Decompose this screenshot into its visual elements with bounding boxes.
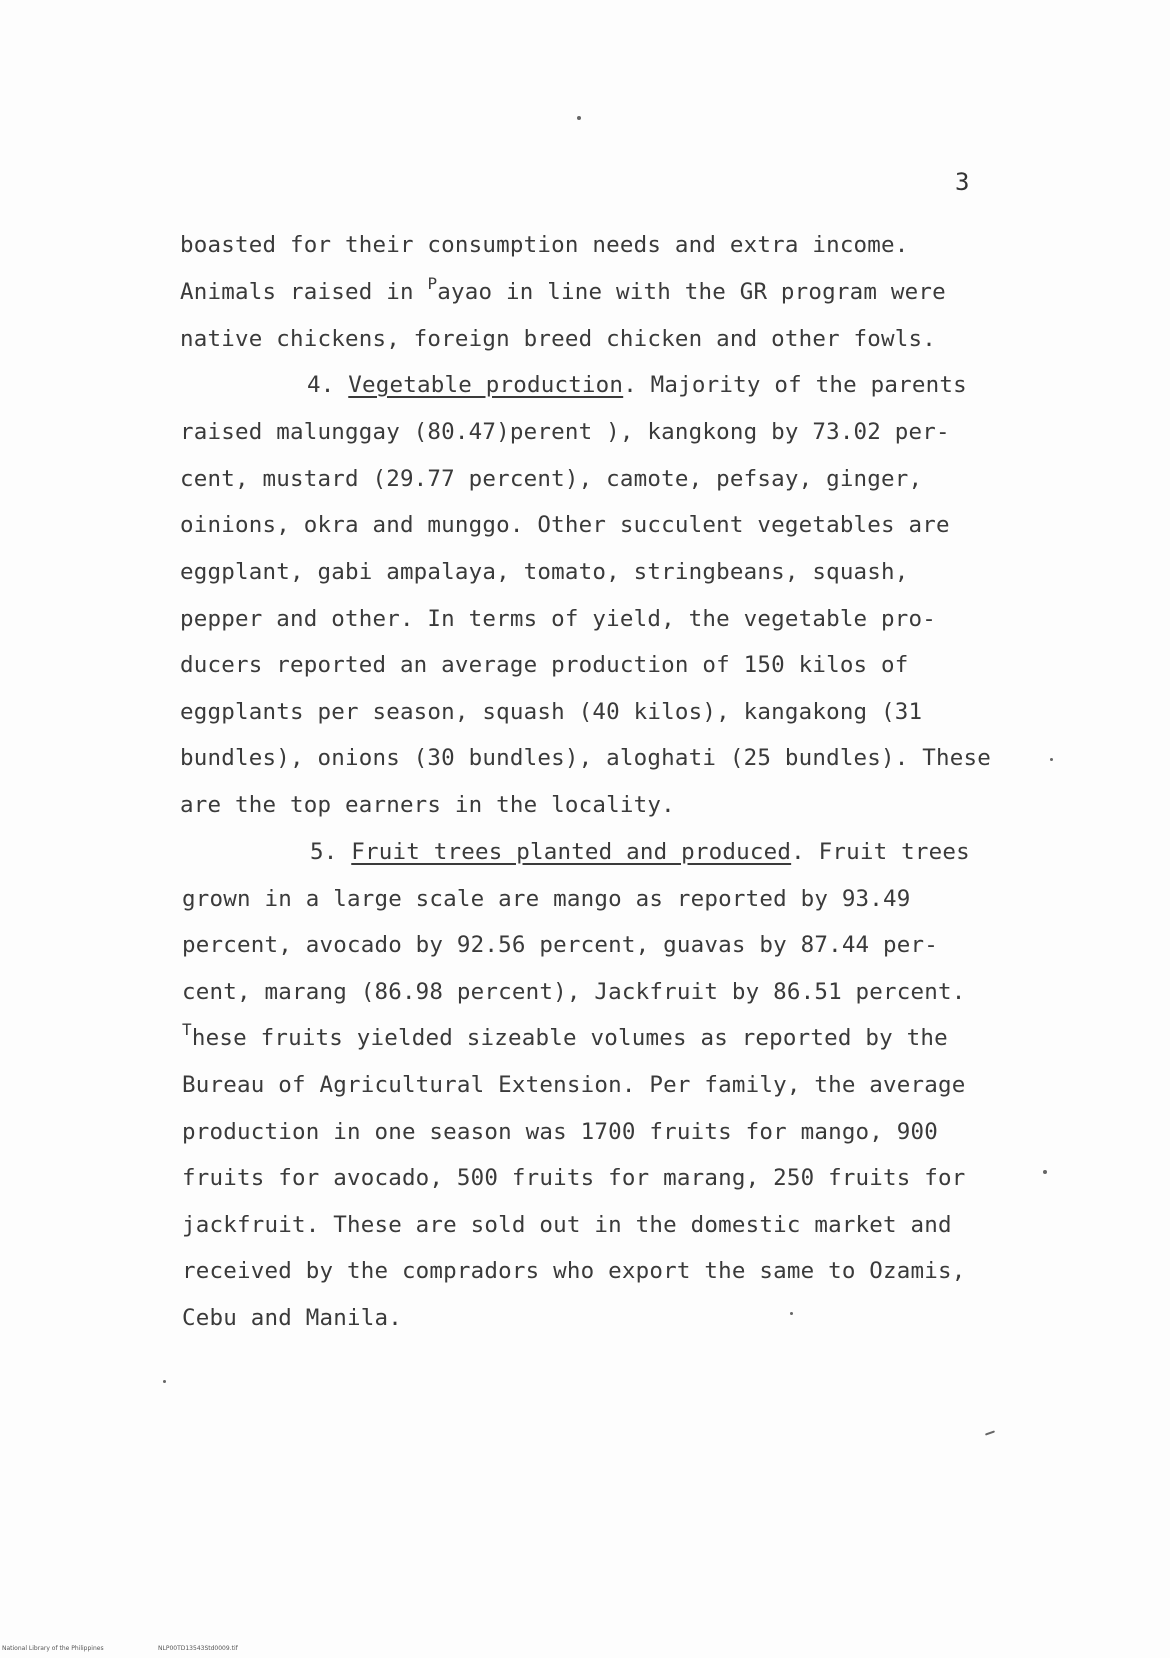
text-line-7: oinions, okra and munggo. Other succulent vegetables are [180,512,950,538]
text-line-5: raised malunggay (80.47)perent ), kangkong by 73.02 per- [180,419,950,445]
text-line-23: received by the compradors who export the same to Ozamis, [182,1258,966,1284]
scan-speck [1043,1170,1047,1174]
page-number: 3 [955,168,970,196]
scan-speck [163,1380,166,1383]
text-line-10: ducers reported an average production of 150 kilos of [180,652,909,678]
text-line-16: percent, avocado by 92.56 percent, guavas by 87.44 per- [182,932,939,958]
text-line-22: jackfruit. These are sold out in the domestic market and [182,1212,952,1238]
text-line-18: $^T$hese fruits yielded sizeable volumes as reported by the [182,1020,948,1051]
text-line-21: fruits for avocado, 500 fruits for marang, 250 fruits for [182,1165,966,1191]
text-line-6: cent, mustard (29.77 percent), camote, pefsay, ginger, [180,466,923,492]
text-line-13: are the top earners in the locality. [180,792,675,818]
text-line-24: Cebu and Manila. [182,1305,402,1331]
text-line-1: boasted for their consumption needs and extra income. [180,232,909,258]
scan-speck [1050,758,1053,761]
text-line-19: Bureau of Agricultural Extension. Per family, the average [182,1072,966,1098]
text-line-2: Animals raised in $^P$ayao in line with the GR program were [180,274,946,305]
scan-speck [577,116,581,120]
text-line-8: eggplant, gabi ampalaya, tomato, stringbeans, squash, [180,559,909,585]
text-line-11: eggplants per season, squash (40 kilos), kangakong (31 [180,699,923,725]
scan-speck [985,1430,995,1435]
section-title-vegetable-production: Vegetable production [348,372,624,398]
text-line-3: native chickens, foreign breed chicken and other fowls. [180,326,937,352]
section-number: 4. [307,372,349,398]
text-line-17: cent, marang (86.98 percent), Jackfruit by 86.51 percent. [182,979,966,1005]
section-5-heading-line: 5. Fruit trees planted and produced. Fruit trees [310,839,970,865]
scan-speck [790,1312,793,1315]
text-line-20: production in one season was 1700 fruits for mango, 900 [182,1119,939,1145]
text-line-9: pepper and other. In terms of yield, the vegetable pro- [180,606,937,632]
footer-library-name: National Library of the Philippines [2,1645,104,1652]
text-line-15: grown in a large scale are mango as reported by 93.49 [182,886,911,912]
superscript-letter: P [427,274,438,293]
footer-file-id: NLP00TD13543Std0009.tif [158,1645,238,1652]
superscript-letter: T [182,1020,192,1039]
section-number: 5. [310,839,352,865]
text-line-12: bundles), onions (30 bundles), aloghati (25 bundles). These [180,745,992,771]
section-4-heading-line: 4. Vegetable production. Majority of the parents [307,372,967,398]
section-title-fruit-trees: Fruit trees planted and produced [351,839,792,865]
